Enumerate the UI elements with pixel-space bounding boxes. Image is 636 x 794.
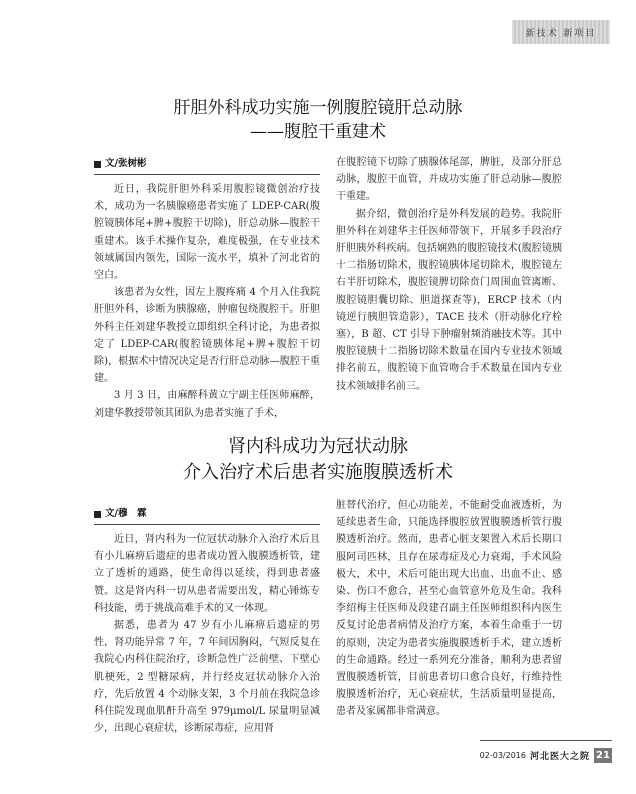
article2-title (0, 434, 636, 486)
article1-paragraph: 据介绍，微创治疗是外科发展的趋势。我院肝胆外科在刘建华主任医师带领下，开展多手段治疗肝胆胰外科疾病。包括娴熟的腹腔镜技术(腹腔镜胰十二指肠切除术，腹腔镜胰体尾切除术，腹腔镜左右半肝切除术，腹腔镜脾切除贲门周围血管离断、腹腔镜胆囊切除、胆道探查等)，ERCP 技术（内镜逆行胰胆管造影），TACE 技术（肝动脉化疗栓塞），B 超、CT 引导下肿瘤射频消融技术等。其中腹腔镜胰十二指肠切除术数量在国内专业技术领域排名前五，腹腔镜下血管吻合手术数量在国内专业技术领域排名前三。 (336, 208, 562, 392)
article2-right-column (336, 497, 562, 721)
footer-rule (480, 740, 612, 741)
journal-name: 河北医大之院 (529, 752, 590, 762)
article2-paragraph: 据悉，患者为 47 岁有小儿麻痹后遗症的男性，肾功能异常 7 年，7 年间因胸闷，气短反复在我院心内科住院治疗，诊断急性广泛前壁、下壁心肌梗死，2 型糖尿病，并行经皮冠状动脉介入治疗，先后放置 4 个动脉支架，3 个月前在我院急诊科住院发现血肌酐升高至 979μmol/L 尿量明显减少，出现心衰症状，诊断尿毒症，应用肾 (94, 620, 320, 735)
article1-paragraph: 近日，我院肝胆外科采用腹腔镜微创治疗技术，成功为一名胰腺癌患者实施了 LDEP-CAR(腹腔镜胰体尾+脾+腹腔干切除)，肝总动脉—腹腔干重建术。该手术操作复杂，难度极强，在专业技术领域属国内领先，国际一流水平，填补了河北省的空白。 (94, 184, 320, 282)
article1-paragraph: 3 月 3 日，由麻醉科黄立宁副主任医师麻醉，刘建华教授带领其团队为患者实施了手术， (94, 390, 320, 419)
issue-label: 02-03/2016 (479, 751, 526, 760)
article2-author: 文/穆 霖 (105, 508, 147, 520)
page-number: 21 (594, 748, 612, 763)
square-bullet-icon (94, 161, 101, 168)
article1-left-column (94, 156, 320, 422)
article2-left-column (94, 506, 320, 737)
article1-title-line2: ——腹腔干重建术 (250, 122, 386, 142)
article2-title-line2: 介入治疗术后患者实施腹膜透析术 (183, 462, 453, 483)
article1-paragraph: 在腹腔镜下切除了胰腺体尾部，脾脏，及部分肝总动脉，腹腔干血管，并成功实施了肝总动脉—腹腔干重建。 (336, 157, 562, 203)
article1-paragraph: 该患者为女性，因左上腹疼痛 4 个月入住我院肝胆外科，诊断为胰腺癌，肿瘤包绕腹腔干。肝胆外科主任刘建华教授立即组织全科讨论，为患者拟定了 LDEP-CAR(腹腔镜胰体尾+脾+腹腔干切除)，根据术中情况决定是否行肝总动脉—腹腔干重建。 (94, 287, 320, 385)
article2-paragraph: 脏替代治疗，但心功能差，不能耐受血液透析，为延续患者生命，只能选择腹腔放置腹膜透析管行腹膜透析治疗。然而，患者心脏支架置入术后长期口服阿司匹林，且存在尿毒症及心力衰竭，手术风险极大，术中，术后可能出现大出血、出血不止、感染、伤口不愈合，甚至心血管意外危及生命。我科李绍梅主任医师及段建召副主任医师组织科内医生反复讨论患者病情及治疗方案，本着生命重于一切的原则，决定为患者实施腹膜透析手术，建立透析的生命通路。经过一系列充分准备，顺利为患者留置腹膜透析管，目前患者切口愈合良好，行维持性腹膜透析治疗，无心衰症状，生活质量明显提高，患者及家属都非常满意。 (336, 500, 562, 718)
article1-byline (94, 156, 320, 172)
article2-byline (94, 506, 320, 522)
section-tag: 新技术 新项目 (512, 20, 610, 44)
page-footer (480, 748, 612, 763)
article2-title-line1: 肾内科成功为冠状动脉 (228, 436, 408, 457)
square-bullet-icon (94, 511, 101, 518)
article1-right-column (336, 154, 562, 395)
article2-paragraph: 近日，肾内科为一位冠状动脉介入治疗术后且有小儿麻痹后遗症的患者成功置入腹膜透析管，建立了透析的通路，使生命得以延续，得到患者盛赞。这是肾内科一切从患者需要出发，精心锤炼专科技能，勇于挑战高难手术的又一体现。 (94, 534, 320, 614)
article1-title-line1: 肝胆外科成功实施一例腹腔镜肝总动脉 (173, 98, 463, 118)
article1-title (0, 96, 636, 144)
article1-author: 文/张树彬 (105, 158, 147, 170)
